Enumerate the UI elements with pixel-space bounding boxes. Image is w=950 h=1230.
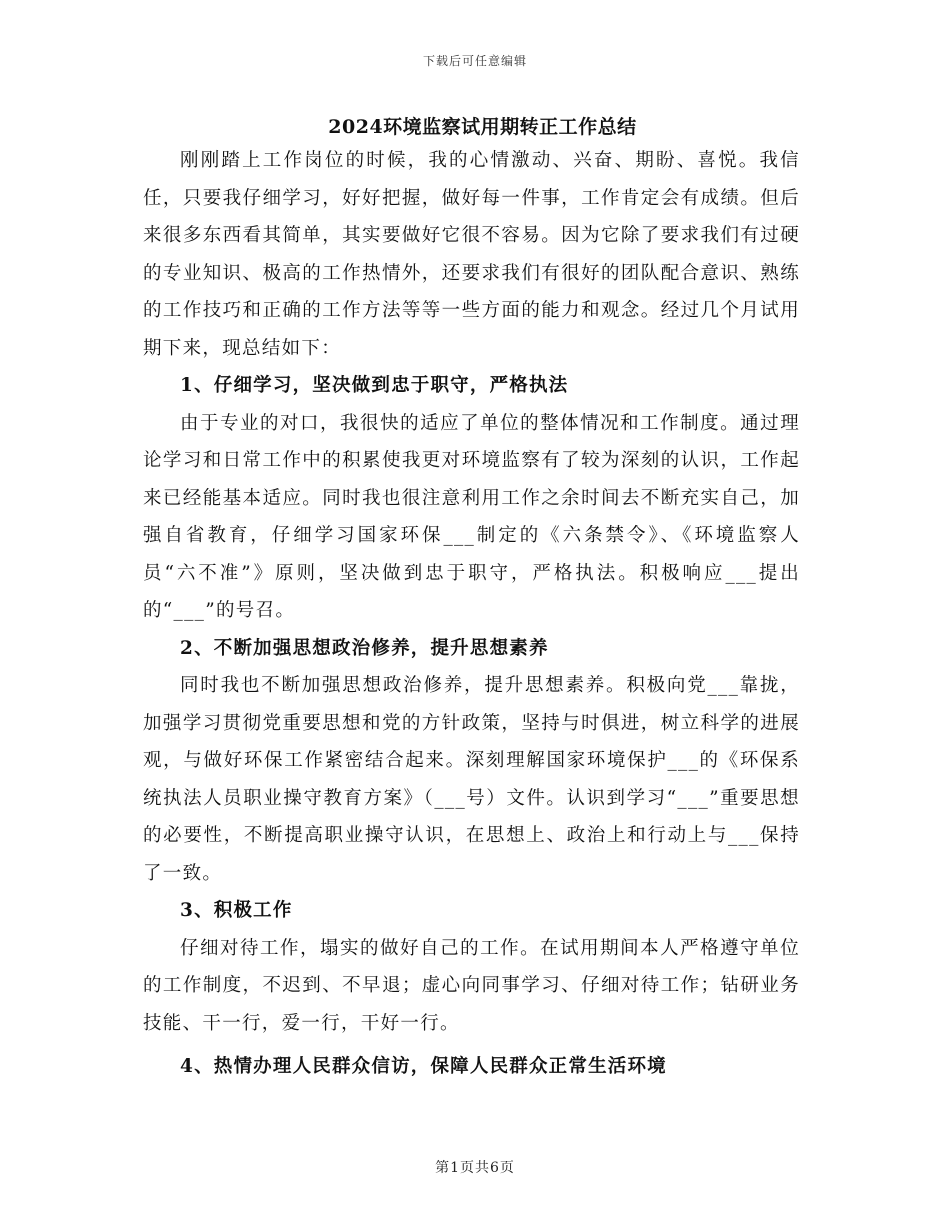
section-heading-1: 1、仔细学习，坚决做到忠于职守，严格执法 [180, 375, 569, 396]
section-heading-2: 2、不断加强思想政治修养，提升思想素养 [180, 637, 549, 659]
document-title: 2024环境监察试用期转正工作总结 [328, 116, 637, 138]
section-heading-3: 3、积极工作 [180, 900, 293, 921]
section-body-3: 仔细对待工作，塌实的做好自己的工作。在试用期间本人严格遵守单位的工作制度，不迟到、不早退；虚心向同事学习、仔细对待工作；钻研业务技能、干一行，爱一行，干好一行。 [143, 937, 800, 1034]
section-heading-4: 4、热情办理人民群众信访，保障人民群众正常生活环境 [180, 1056, 667, 1077]
section-body-1: 由于专业的对口，我很快的适应了单位的整体情况和工作制度。通过理论学习和日常工作中的积累使我更对环境监察有了较为深刻的认识，工作起来已经能基本适应。同时我也很注意利用工作之余时间去不断充实自己，加强自省教育，仔细学习国家环保___制定的《六条禁令》、《环境监察人员“六不准”》原则，坚决做到忠于职守，严格执法。积极响应___提出的“___”的号召。 [143, 412, 800, 621]
header-note: 下载后可任意编辑 [422, 54, 527, 68]
intro-paragraph: 刚刚踏上工作岗位的时候，我的心情激动、兴奋、期盼、喜悦。我信任，只要我仔细学习，好好把握，做好每一件事，工作肯定会有成绩。但后来很多东西看其简单，其实要做好它很不容易。因为它除了要求我们有过硬的专业知识、极高的工作热情外，还要求我们有很好的团队配合意识、熟练的工作技巧和正确的工作方法等等一些方面的能力和观念。经过几个月试用期下来，现总结如下： [143, 150, 800, 359]
page-number: 第1页共6页 [435, 1160, 515, 1176]
section-body-2: 同时我也不断加强思想政治修养，提升思想素养。积极向党___靠拢，加强学习贯彻党重要思想和党的方针政策，坚持与时俱进，树立科学的进展观，与做好环保工作紧密结合起来。深刻理解国家环境保护___的《环保系统执法人员职业操守教育方案》（___号）文件。认识到学习“___”重要思想的必要性，不断提高职业操守认识，在思想上、政治上和行动上与___保持了一致。 [143, 675, 800, 884]
document-body [143, 112, 800, 1086]
